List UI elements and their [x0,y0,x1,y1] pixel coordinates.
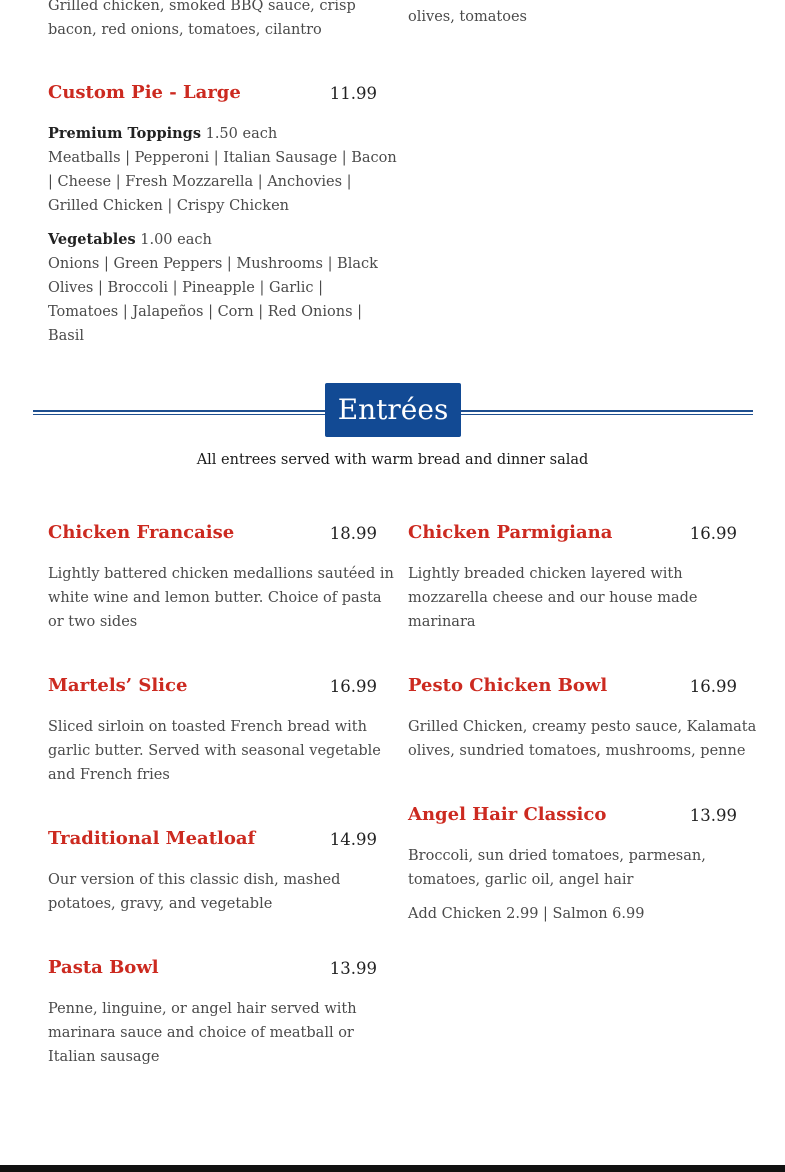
item-description [408,562,697,634]
desc-line: Lightly breaded chicken layered with [408,566,683,582]
topping-line: Meatballs | Pepperoni | Italian Sausage | Bacon [48,150,397,166]
topping-line: | Cheese | Fresh Mozzarella | Anchovies | [48,174,352,190]
item-price: 14.99 [329,830,377,849]
premium-label: Premium Toppings [48,125,201,142]
item-price: 16.99 [689,677,737,696]
item-price: 13.99 [329,959,377,978]
footer-bar [0,1165,785,1172]
desc-line: olives, tomatoes [408,9,527,25]
item-title: Martels’ Slice [48,675,188,696]
veg-price: 1.00 each [135,232,212,248]
item-addon: Add Chicken 2.99 | Salmon 6.99 [408,906,645,922]
item-price: 11.99 [329,84,377,103]
prev-item-description-right [408,5,527,29]
item-title: Custom Pie - Large [48,82,241,103]
item-description [408,844,706,892]
topping-line: Onions | Green Peppers | Mushrooms | Black [48,256,378,272]
section-heading: Entrées [325,383,461,437]
desc-line: olives, sundried tomatoes, mushrooms, penne [408,743,746,759]
item-title: Chicken Francaise [48,522,235,543]
desc-line: Sliced sirloin on toasted French bread with [48,719,367,735]
item-price: 16.99 [329,677,377,696]
premium-toppings [48,122,397,218]
desc-line: Italian sausage [48,1049,160,1065]
premium-price: 1.50 each [200,126,278,142]
prev-item-description [48,0,356,42]
item-price: 16.99 [689,524,737,543]
desc-line: or two sides [48,614,138,630]
section-subtitle: All entrees served with warm bread and dinner salad [196,452,589,468]
desc-line: mozzarella cheese and our house made [408,590,698,606]
desc-line: Penne, linguine, or angel hair served with [48,1001,357,1017]
topping-line: Basil [48,328,85,344]
item-description [408,715,756,763]
item-description [48,997,357,1069]
item-title: Angel Hair Classico [408,804,607,825]
desc-line: marinara [408,614,476,630]
desc-line: white wine and lemon butter. Choice of pasta [48,590,382,606]
item-title: Traditional Meatloaf [48,828,256,849]
item-description [48,715,381,787]
vegetable-toppings [48,228,378,348]
item-title: Pesto Chicken Bowl [408,675,608,696]
desc-line: tomatoes, garlic oil, angel hair [408,872,634,888]
topping-line: Tomatoes | Jalapeños | Corn | Red Onions | [48,304,363,320]
item-description [48,868,340,916]
topping-line: Olives | Broccoli | Pineapple | Garlic | [48,280,324,296]
desc-line: potatoes, gravy, and vegetable [48,896,273,912]
topping-line: Grilled Chicken | Crispy Chicken [48,198,289,214]
desc-line: Lightly battered chicken medallions sautéed in [48,566,394,582]
desc-line: bacon, red onions, tomatoes, cilantro [48,22,322,38]
desc-line: garlic butter. Served with seasonal vegetable [48,743,381,759]
desc-line: marinara sauce and choice of meatball or [48,1025,354,1041]
item-price: 18.99 [329,524,377,543]
desc-line: and French fries [48,767,170,783]
desc-line: Grilled chicken, smoked BBQ sauce, crisp [48,0,356,14]
item-title: Chicken Parmigiana [408,522,613,543]
desc-line: Grilled Chicken, creamy pesto sauce, Kalamata [408,719,757,735]
desc-line: Broccoli, sun dried tomatoes, parmesan, [408,848,706,864]
veg-label: Vegetables [48,231,136,248]
item-description [48,562,394,634]
desc-line: Our version of this classic dish, mashed [48,872,341,888]
item-price: 13.99 [689,806,737,825]
item-title: Pasta Bowl [48,957,159,978]
